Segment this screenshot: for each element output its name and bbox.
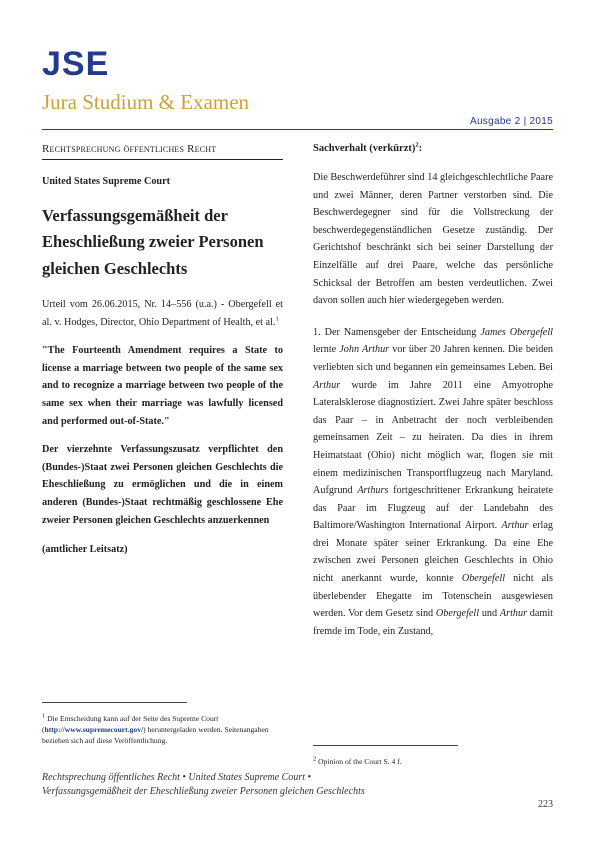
footnote-2 xyxy=(313,756,553,767)
footnote-1 xyxy=(42,713,283,746)
footnote-number: 1 xyxy=(42,712,46,720)
footnote-rule xyxy=(313,745,458,746)
person-name: Arthur xyxy=(501,520,529,532)
person-name: Arthur xyxy=(313,379,341,391)
issue-label: Ausgabe 2 | 2015 xyxy=(469,116,553,127)
footnote-number: 2 xyxy=(313,755,317,763)
journal-logo-name: Jura Studium & Examen xyxy=(42,90,250,114)
footnote-text-start: Die Entscheidung kann auf der Seite des Supreme Court ( xyxy=(42,714,219,734)
supreme-court-link[interactable]: http://www.supremecourt.gov/ xyxy=(44,725,144,734)
person-name: Arthurs xyxy=(357,485,389,497)
paragraph-text: lernte xyxy=(313,344,340,356)
footnote-text: Opinion of the Court S. 4 f. xyxy=(318,757,402,766)
paragraph-text: fortgeschrittener Erkrankung heiratete das Paar im Flugzeug auf der Landebahn des Baltimore/Washington International Airport. xyxy=(313,485,553,532)
english-headnote: "The Fourteenth Amendment requires a State to license a marriage between two people of the same sex and to recognize a marriage between two people of the same sex when their marriage was lawfully licensed and performed out-of-State." xyxy=(42,345,283,427)
footnote-ref-1: 1 xyxy=(275,315,279,323)
facts-heading-text: Sachverhalt (verkürzt) xyxy=(313,143,416,154)
footnote-rule xyxy=(42,702,187,703)
paragraph-text: nicht als überlebender Ehegatte im Totenschein ausgewiesen werden. Vor dem Gesetz sind xyxy=(313,573,553,620)
german-headnote: Der vierzehnte Verfassungszusatz verpflichtet den (Bundes-)Staat zwei Personen gleichen Geschlechts die Eheschließung zu ermöglichen und die in einem anderen (Bundes-)Staat rechtmäßig geschlossene Ehe zweier Personen gleichen Geschlechts anzuerkennen xyxy=(42,444,283,526)
paragraph-text: und xyxy=(479,608,500,620)
decision-title: Verfassungsgemäßheit der Eheschließung zweier Personen gleichen Geschlechts xyxy=(42,205,264,278)
paragraph-text: vor über 20 Jahren kennen. Die beiden verliebten sich und begannen ein gemeinsames Leben. Bei xyxy=(313,344,553,373)
court-name: United States Supreme Court xyxy=(42,176,171,187)
person-name: John Arthur xyxy=(339,344,390,356)
paragraph-text: 1. Der Namensgeber der Entscheidung xyxy=(313,326,481,338)
section-heading: Rechtsprechung öffentliches Recht xyxy=(42,143,217,155)
paragraph-text: erlag drei Monate später seiner Erkrankung. Da eine Ehe zwischen zwei Personen gleichen Geschlechts in Ohio nicht anerkannt wurde, konnte xyxy=(313,520,553,585)
running-footer xyxy=(42,771,555,799)
person-name: James Obergefell xyxy=(480,326,553,338)
journal-logo-abbreviation: JSE xyxy=(42,45,110,83)
right-footnote xyxy=(313,745,553,767)
facts-heading xyxy=(313,141,553,157)
footnote-ref-2: 2 xyxy=(415,141,419,149)
left-column xyxy=(42,141,283,559)
facts-heading-colon: : xyxy=(418,143,423,154)
paragraph-text: damit fremde im Tode, ein Zustand, xyxy=(313,608,554,637)
footnote-text-end: ) heruntergeladen werden. Seitenangaben beziehen sich auf diese Veröffentlichung. xyxy=(42,725,269,745)
section-rule xyxy=(42,159,283,160)
citation-text: Urteil vom 26.06.2015, Nr. 14–556 (u.a.) - Obergefell et al. v. Hodges, Director, Ohio Department of Health, et al. xyxy=(42,299,283,328)
footer-line-1: Rechtsprechung öffentliches Recht • United States Supreme Court • xyxy=(42,772,311,783)
footer-line-2: Verfassungsgemäßheit der Eheschließung zweier Personen gleichen Geschlechts xyxy=(42,786,365,797)
header-rule xyxy=(42,129,553,130)
facts-paragraph-1: Die Beschwerdeführer sind 14 gleichgeschlechtliche Paare und zwei Männer, deren Partner verstorben sind. Die Beschwerdegegner sind für die Vollstreckung der beschwerdegegenständlichen Gesetze zuständig. Der Gerichtshof beschränkt sich bei seiner Darstellung der Einzelfälle auf drei Paare, welche das persönliche Schicksal der Betroffen am besten verdeutlichen. Zwei davon sollen auch hier wiedergegeben werden. xyxy=(313,172,553,307)
left-footnote xyxy=(42,702,283,746)
facts-paragraph-2 xyxy=(313,324,553,641)
right-column xyxy=(313,141,553,640)
person-name: Obergefell xyxy=(435,608,480,620)
person-name: Obergefell xyxy=(461,573,506,585)
person-name: Arthur xyxy=(499,608,528,620)
paragraph-text: wurde im Jahre 2011 eine Amyotrophe Lateralsklerose diagnostiziert. Zwei Jahre später beschloss das Paar – in Anbetracht der noch verbleibenden gemeinsamen Zeit – zu heiraten. Da dies in ihrem Heimatstaat (Ohio) nicht möglich war, flogen sie mit einem medizinischen Transportflugzeug nach Maryland. Aufgrund xyxy=(313,379,553,497)
page-number: 223 xyxy=(538,799,553,810)
official-headnote-label: (amtlicher Leitsatz) xyxy=(42,544,128,556)
citation xyxy=(42,296,283,331)
